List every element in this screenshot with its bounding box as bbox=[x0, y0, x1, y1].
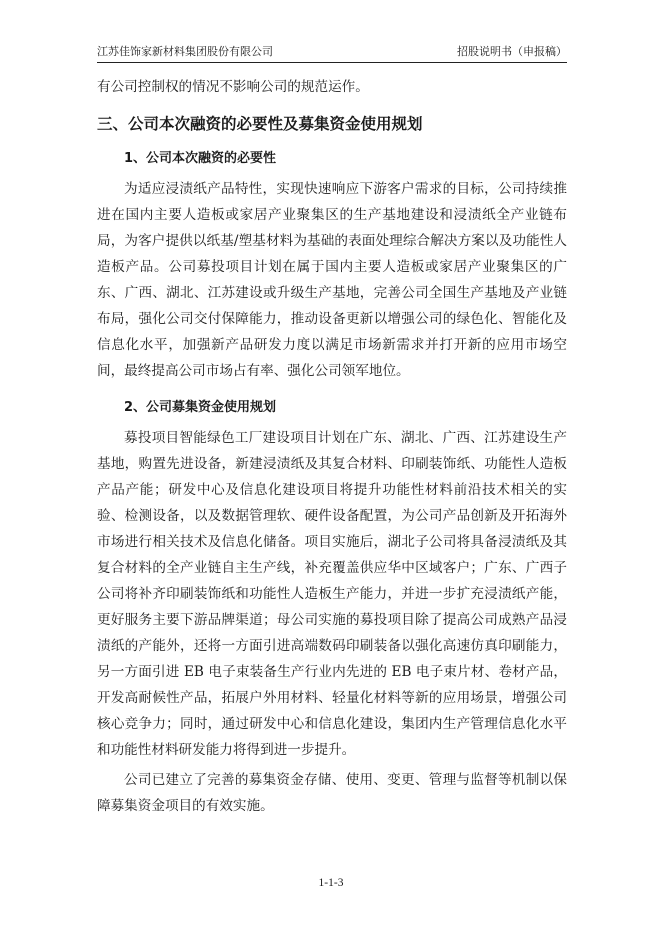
page-header bbox=[97, 43, 567, 61]
paragraph-fund-supervision: 公司已建立了完善的募集资金存储、使用、变更、管理与监督等机制以保障募集资金项目的有效实施。 bbox=[97, 772, 567, 814]
paragraph-fund-usage: 募投项目智能绿色工厂建设项目计划在广东、湖北、广西、江苏建设生产基地，购置先进设备，新建浸渍纸及其复合材料、印刷装饰纸、功能性人造板产品产能；研发中心及信息化建设项目将提升功能性材料前沿技术相关的实验、检测设备，以及数据管理软、硬件设备配置，为公司产品创新及开拓海外市场进行相关技术及信息化储备。项目实施后，湖北子公司将具备浸渍纸及其复合材料的全产业链自主生产线，补充覆盖供应华中区域客户；广东、广西子公司将补齐印刷装饰纸和功能性人造板生产能力，并进一步扩充浸渍纸产能，更好服务主要下游品牌渠道；母公司实施的募投项目除了提高公司成熟产品浸渍纸的产能外，还将一方面引进高端数码印刷装备以强化高速仿真印刷能力，另一方面引进 EB 电子束装备生产行业内先进的 EB 电子束片材、卷材产品，开发高耐候性产品，拓展户外用材料、轻量化材料等新的应用场景，增强公司核心竞争力；同时，通过研发中心和信息化建设，集团内生产管理信息化水平和功能性材料研发能力将得到进一步提升。 bbox=[97, 430, 567, 758]
header-document-type: 招股说明书（申报稿） bbox=[457, 45, 567, 58]
paragraph-necessity: 为适应浸渍纸产品特性，实现快速响应下游客户需求的目标，公司持续推进在国内主要人造板或家居产业聚集区的生产基地建设和浸渍纸全产业链布局，为客户提供以纸基/塑基材料为基础的表面处理综合解决方案以及功能性人造板产品。公司募投项目计划在属于国内主要人造板或家居产业聚集区的广东、广西、湖北、江苏建设或升级生产基地，完善公司全国生产基地及产业链布局，强化公司交付保障能力，推动设备更新以增强公司的绿色化、智能化及信息化水平，加强新产品研发力度以满足市场新需求并打开新的应用市场空间，最终提高公司市场占有率、强化公司领军地位。 bbox=[97, 181, 567, 379]
header-divider bbox=[97, 62, 567, 63]
section-heading: 三、公司本次融资的必要性及募集资金使用规划 bbox=[97, 115, 423, 133]
subsection-heading-necessity: 1、公司本次融资的必要性 bbox=[124, 151, 277, 166]
continuation-text: 有公司控制权的情况不影响公司的规范运作。 bbox=[97, 79, 369, 95]
page-number: 1-1-3 bbox=[318, 877, 344, 889]
subsection-heading-fund-usage: 2、公司募集资金使用规划 bbox=[124, 400, 277, 415]
header-company-name: 江苏佳饰家新材料集团股份有限公司 bbox=[97, 45, 273, 58]
